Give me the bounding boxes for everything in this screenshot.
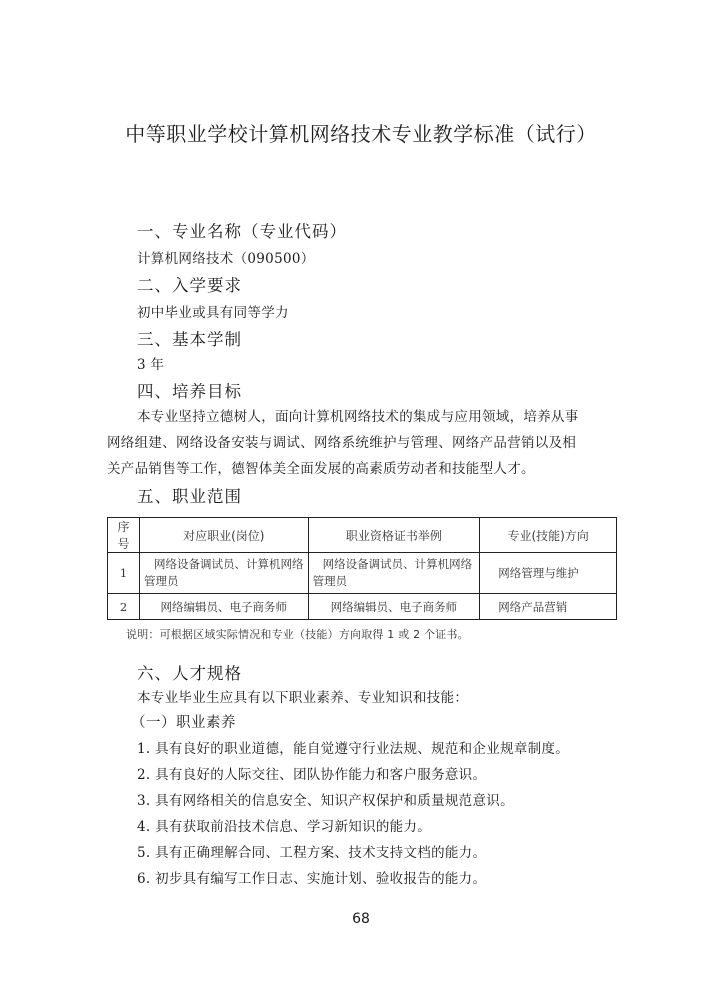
table-cell: 网络产品营销 (480, 594, 617, 620)
quality-item: 6. 初步具有编写工作日志、实施计划、验收报告的能力。 (137, 871, 487, 887)
table-row (108, 553, 617, 594)
section-heading-major-name: 一、专业名称（专业代码） (137, 222, 347, 241)
table-header-row (108, 518, 617, 553)
duration-text: 3 年 (137, 357, 165, 373)
section-heading-career-scope: 五、职业范围 (137, 487, 242, 506)
table-cell: 网络设备调试员、计算机网络管理员 (308, 553, 480, 594)
quality-item: 4. 具有获取前沿技术信息、学习新知识的能力。 (137, 819, 432, 835)
career-scope-table (107, 517, 617, 620)
table-row (108, 594, 617, 620)
objectives-line-1: 本专业坚持立德树人，面向计算机网络技术的集成与应用领域，培养从事 (137, 409, 579, 425)
table-header-cell: 对应职业(岗位) (139, 518, 308, 553)
table-cell: 1 (108, 553, 140, 594)
document-title: 中等职业学校计算机网络技术专业教学标准（试行） (125, 122, 597, 146)
section-heading-admission: 二、入学要求 (137, 276, 242, 295)
section-heading-duration: 三、基本学制 (137, 330, 242, 349)
table-header-cell: 序号 (108, 518, 140, 553)
table-cell: 网络设备调试员、计算机网络管理员 (139, 553, 308, 594)
table-note: 说明：可根据区域实际情况和专业（技能）方向取得 1 或 2 个证书。 (126, 628, 469, 641)
section-heading-objectives: 四、培养目标 (137, 382, 242, 401)
page-number: 68 (352, 911, 370, 927)
section-heading-talent-spec: 六、人才规格 (137, 664, 242, 683)
quality-item: 2. 具有良好的人际交往、团队协作能力和客户服务意识。 (137, 767, 487, 783)
sub-heading-professional-quality: （一）职业素养 (131, 715, 236, 731)
admission-text: 初中毕业或具有同等学力 (137, 305, 289, 321)
quality-item: 3. 具有网络相关的信息安全、知识产权保护和质量规范意识。 (137, 793, 514, 809)
table-cell: 2 (108, 594, 140, 620)
table-cell: 网络编辑员、电子商务师 (139, 594, 308, 620)
major-name-text: 计算机网络技术（090500） (137, 251, 315, 267)
quality-item: 1. 具有良好的职业道德，能自觉遵守行业法规、规范和企业规章制度。 (137, 741, 570, 757)
table-cell: 网络管理与维护 (480, 553, 617, 594)
table-cell: 网络编辑员、电子商务师 (308, 594, 480, 620)
objectives-line-3: 关产品销售等工作，德智体美全面发展的高素质劳动者和技能型人才。 (107, 461, 535, 477)
table-header-cell: 专业(技能)方向 (480, 518, 617, 553)
table-header-cell: 职业资格证书举例 (308, 518, 480, 553)
quality-item: 5. 具有正确理解合同、工程方案、技术支持文档的能力。 (137, 845, 487, 861)
talent-spec-intro: 本专业毕业生应具有以下职业素养、专业知识和技能： (137, 690, 469, 706)
objectives-line-2: 网络组建、网络设备安装与调试、网络系统维护与管理、网络产品营销以及相 (107, 435, 577, 451)
